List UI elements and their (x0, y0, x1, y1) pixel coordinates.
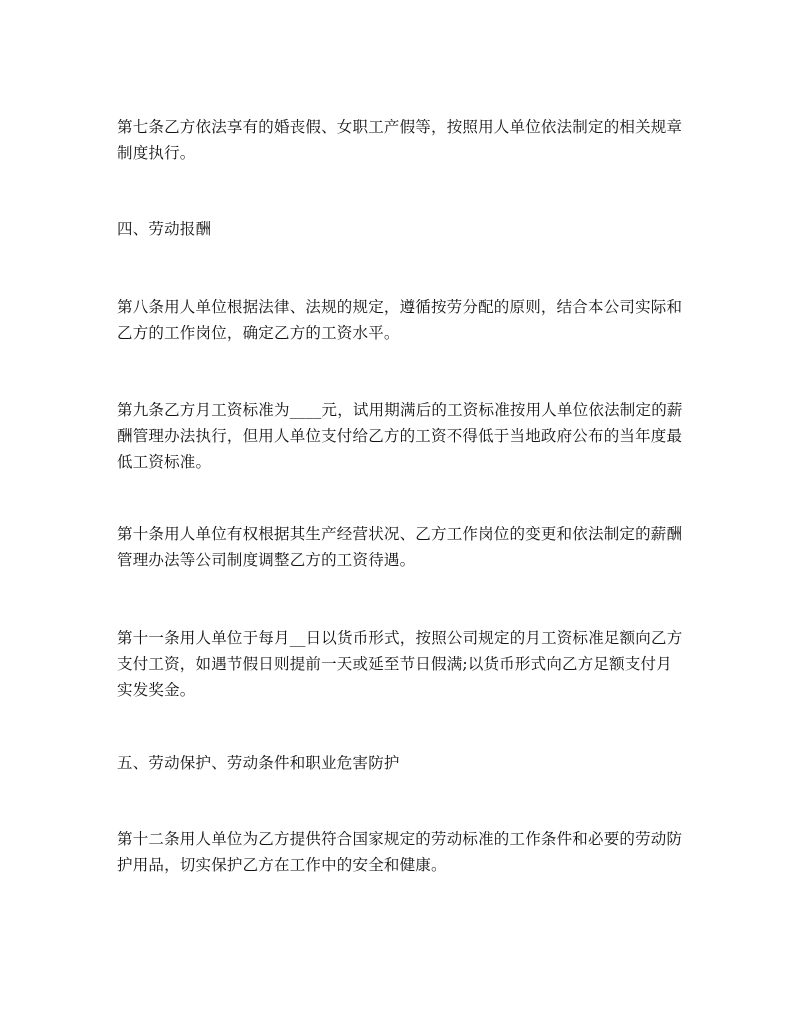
article-7-paragraph: 第七条乙方依法享有的婚丧假、女职工产假等，按照用人单位依法制定的相关规章制度执行。 (117, 118, 683, 162)
article-10-paragraph: 第十条用人单位有权根据其生产经营状况、乙方工作岗位的变更和依法制定的薪酬管理办法等公司制度调整乙方的工资待遇。 (117, 525, 683, 569)
article-8-paragraph: 第八条用人单位根据法律、法规的规定，遵循按劳分配的原则，结合本公司实际和乙方的工作岗位，确定乙方的工资水平。 (117, 298, 683, 342)
article-11-paragraph: 第十一条用人单位于每月__日以货币形式，按照公司规定的月工资标准足额向乙方支付工资，如遇节假日则提前一天或延至节日假满;以货币形式向乙方足额支付月实发奖金。 (117, 629, 683, 699)
article-12-paragraph: 第十二条用人单位为乙方提供符合国家规定的劳动标准的工作条件和必要的劳动防护用品，切实保护乙方在工作中的安全和健康。 (117, 830, 683, 874)
section-4-heading: 四、劳动报酬 (117, 220, 212, 238)
article-9-paragraph: 第九条乙方月工资标准为____元，试用期满后的工资标准按用人单位依法制定的薪酬管理办法执行，但用人单位支付给乙方的工资不得低于当地政府公布的当年度最低工资标准。 (117, 401, 683, 471)
section-5-heading: 五、劳动保护、劳动条件和职业危害防护 (117, 754, 400, 772)
